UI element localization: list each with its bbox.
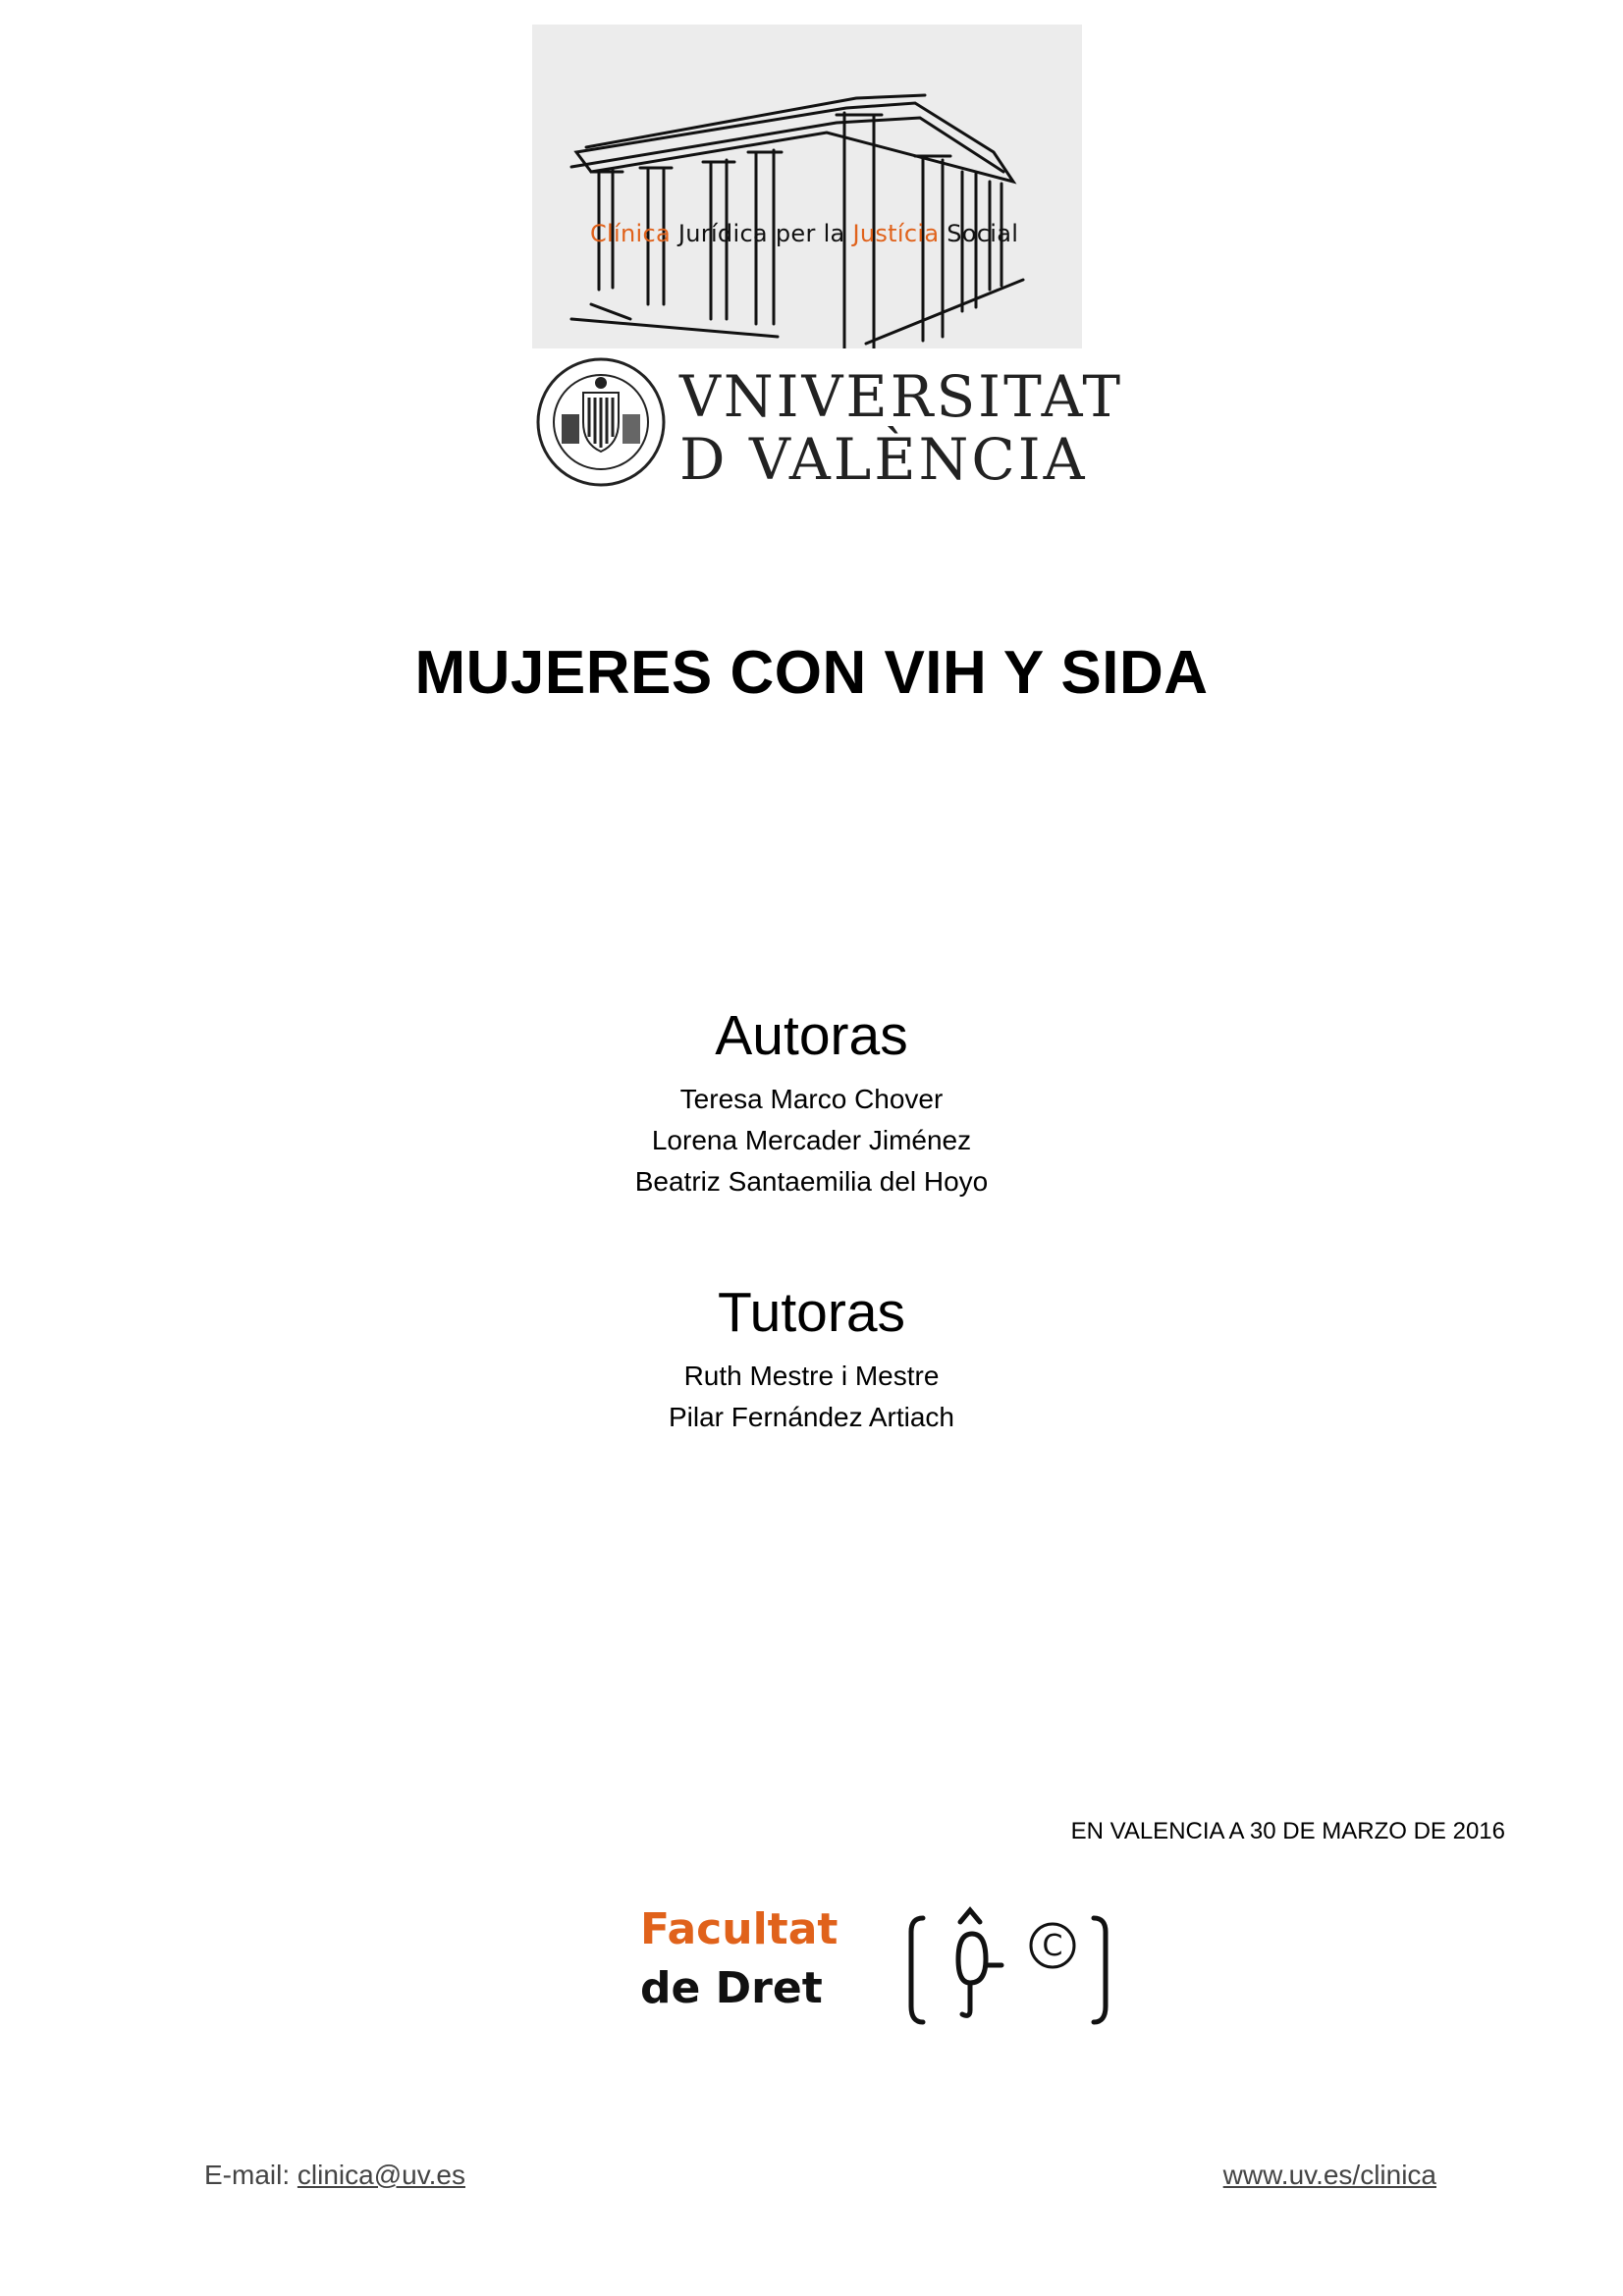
footer-website bbox=[1223, 2160, 1436, 2191]
university-name-line2: D VALÈNCIA bbox=[679, 426, 1088, 493]
svg-text:C: C bbox=[1042, 1929, 1063, 1963]
header-logo bbox=[532, 25, 1123, 493]
facultat-line2: de Dret bbox=[640, 1963, 823, 2013]
clinic-name: Clínica Jurídica per la Justícia Social bbox=[590, 220, 1019, 247]
website-link[interactable]: www.uv.es/clinica bbox=[1222, 2160, 1436, 2190]
clinica-bracket-logo-icon bbox=[905, 1904, 1111, 2037]
footer-email bbox=[204, 2160, 465, 2191]
date-line: EN VALENCIA A 30 DE MARZO DE 2016 bbox=[1070, 1818, 1505, 1844]
author-name: Beatriz Santaemilia del Hoyo bbox=[634, 1166, 989, 1197]
document-title: MUJERES CON VIH Y SIDA bbox=[414, 639, 1209, 707]
email-label: E-mail: bbox=[204, 2160, 298, 2190]
building-colonnade-icon bbox=[532, 25, 1082, 348]
author-name: Lorena Mercader Jiménez bbox=[651, 1125, 972, 1155]
author-name: Teresa Marco Chover bbox=[679, 1084, 944, 1114]
email-link[interactable]: clinica@uv.es bbox=[297, 2160, 465, 2190]
authors-heading: Autoras bbox=[715, 1004, 908, 1067]
facultat-line1: Facultat bbox=[640, 1904, 839, 1954]
facultat-de-dret-logo bbox=[640, 1900, 838, 2018]
university-name-line1: VNIVERSITAT bbox=[679, 363, 1123, 430]
tutors-heading: Tutoras bbox=[717, 1281, 906, 1344]
tutor-name: Ruth Mestre i Mestre bbox=[683, 1361, 940, 1391]
university-seal-icon bbox=[532, 353, 670, 491]
tutor-name: Pilar Fernández Artiach bbox=[668, 1402, 955, 1432]
